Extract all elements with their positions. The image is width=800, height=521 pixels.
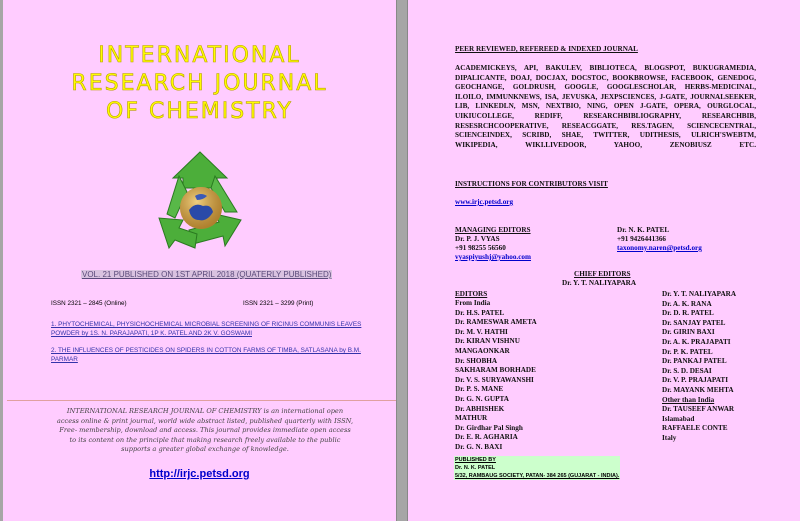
editor-entry: Dr. H.S. PATEL: [455, 308, 505, 317]
editor-entry: Dr. P. K. PATEL: [662, 347, 713, 356]
editor-entry: Italy: [662, 433, 677, 442]
editor-entry: Dr. A. K. PRAJAPATI: [662, 337, 731, 346]
editor-entry: Dr. MAYANK MEHTA: [662, 385, 734, 394]
managing-editor-1-email[interactable]: vyaspiyushj@yahoo.com: [455, 253, 531, 261]
editor-entry: Islamabad: [662, 414, 695, 423]
issn-print: ISSN 2321 – 3299 (Print): [243, 300, 314, 307]
editor-entry: Dr. P. S. MANE: [455, 385, 504, 394]
journal-title-line-2: RESEARCH JOURNAL: [71, 71, 328, 96]
editor-entry: Dr. V. P. PRAJAPATI: [662, 376, 729, 385]
cover-page: [3, 0, 397, 521]
instructions-heading: INSTRUCTIONS FOR CONTRIBUTORS VISIT: [455, 180, 608, 188]
editor-entry: Dr. SHOBHA: [455, 356, 498, 365]
editor-entry: Dr. KIRAN VISHNU: [455, 337, 520, 346]
editor-entry: SAKHARAM BORHADE: [455, 366, 536, 375]
chief-editor-name: Dr. Y. T. NALIYAPARA: [562, 279, 637, 287]
editor-entry: Dr. G. N. GUPTA: [455, 394, 509, 403]
editor-entry: Dr. SANJAY PATEL: [662, 318, 726, 327]
editor-entry: MATHUR: [455, 414, 488, 423]
managing-editor-1-phone: +91 98255 56560: [455, 244, 506, 252]
managing-editor-2-name: Dr. N. K. PATEL: [617, 226, 670, 234]
journal-description: INTERNATIONAL RESEARCH JOURNAL OF CHEMISTRY is an international open access online & print journal, world wide abstract listed, published quarterly with ISSN, Free- membership, download and access. This journal provides immediate open access to its content on the principle that making research freely available to the public supports a greater global exchange of knowledge.: [56, 407, 354, 453]
editors-heading: EDITORS: [455, 290, 488, 298]
editor-entry: Dr. V. S. SURYAWANSHI: [455, 375, 534, 384]
divider: [7, 400, 396, 401]
editor-entry: Dr. E. R. AGHARIA: [455, 433, 518, 442]
article-link-1[interactable]: 1. PHYTOCHEMICAL, PHYSICHOCHEMICAL MICROBIAL SCREENING OF RICINUS COMMUNIS LEAVES POWDER by 1S. N. PARAJAPATI, 1P K. PATEL AND 2K V. GOSWAMI: [51, 321, 362, 337]
editor-entry: Dr. Girdhar Pal Singh: [455, 423, 523, 432]
editor-entry: Dr. D. R. PATEL: [662, 309, 714, 318]
editor-group-label: Other than India: [662, 395, 715, 404]
editor-entry: Dr. RAMESWAR AMETA: [455, 318, 537, 327]
instructions-link[interactable]: www.irjc.petsd.org: [455, 198, 514, 206]
editors-right-list: [662, 290, 736, 444]
managing-editor-1-name: Dr. P. J. VYAS: [455, 235, 500, 243]
editor-entry: Dr. ABHISHEK: [455, 404, 505, 413]
indexed-heading: PEER REVIEWED, REFEREED & INDEXED JOURNAL: [455, 45, 638, 53]
managing-editors-heading: MANAGING EDITORS: [455, 226, 531, 234]
managing-editor-2-phone: +91 9426441366: [617, 235, 667, 243]
published-by-heading: PUBLISHED BY: [455, 457, 496, 463]
volume-info: VOL. 21 PUBLISHED ON 1ST APRIL 2018 (QUATERLY PUBLISHED): [82, 270, 332, 279]
chief-editors-heading: CHIEF EDITORS: [574, 270, 631, 278]
journal-logo-icon: [153, 148, 248, 258]
managing-editor-2-email[interactable]: taxonomy.naren@petsd.org: [617, 244, 702, 252]
editor-entry: Dr. M. V. HATHI: [455, 327, 508, 336]
journal-title-line-3: OF CHEMISTRY: [106, 99, 293, 124]
editor-entry: RAFFAELE CONTE: [662, 424, 728, 433]
publisher-name: Dr. N. K. PATEL: [455, 465, 496, 471]
publisher-block: [454, 456, 620, 480]
editors-left-list: [455, 299, 537, 453]
website-link[interactable]: http://irjc.petsd.org: [149, 468, 250, 480]
editor-entry: MANGAONKAR: [455, 346, 510, 355]
issn-online: ISSN 2321 – 2845 (Online): [51, 300, 127, 307]
editor-entry: From India: [455, 299, 491, 307]
editor-entry: Dr. PANKAJ PATEL: [662, 357, 727, 366]
article-link-2[interactable]: 2. THE INFLUENCES OF PESTICIDES ON SPIDERS IN COTTON FARMS OF TIMBA, SATLASANA by B.M. PARMAR: [51, 347, 361, 363]
editor-entry: Dr. S. D. DESAI: [662, 366, 712, 375]
editor-entry: Dr. Y. T. NALIYAPARA: [662, 290, 737, 298]
editor-entry: Dr. TAUSEEF ANWAR: [662, 405, 735, 414]
editor-entry: Dr. G. N. BAXI: [455, 442, 503, 451]
editor-entry: Dr. GIRIN BAXI: [662, 328, 715, 337]
publisher-address: 5/32, RAMBAUG SOCIETY, PATAN- 384 265 (GUJARAT - INDIA).: [455, 473, 620, 479]
journal-title-line-1: INTERNATIONAL: [98, 43, 301, 68]
editor-entry: Dr. A. K. RANA: [662, 299, 712, 308]
index-list: ACADEMICKEYS, API, BAKULEV, BIBLIOTECA, BLOGSPOT, BUKUGRAMEDIA, DIPALICANTE, DOAJ, DOCJAX, DOCSTOC, BOOKBROWSE, FACEBOOK, GENEDOG, GEOCHANGE, GOLDRUSH, GOOGLE, GOOGLESCHOLAR, HERBS-MEDICINAL, ILOILO, IMMUNKNEWS, ISA, JEVUSKA, JEXPSCIENCES, J-GATE, JOURNALSEEKER, LIB, LINKEDLN, MSN, NEXTBIO, NING, OPEN J-GATE, OPERA, OURGLOCAL, UIKIUCOLLEGE, REDIFF, RESEARCHBIBLIOGRAPHY, RESEARCHBIB, RESESRCHCOOPERATIVE, RESEACGGATE, RES.TAGEN, SCIENCECENTRAL, SCIENCEINDEX, SCRIBD, SHAE, TWITTER, UDITHESIS, ULRICH'SWEBTM, WIKIPEDIA, WIKI.LIVEDOOR, YAHOO, ZENOBIUSZ ETC.: [455, 64, 756, 149]
